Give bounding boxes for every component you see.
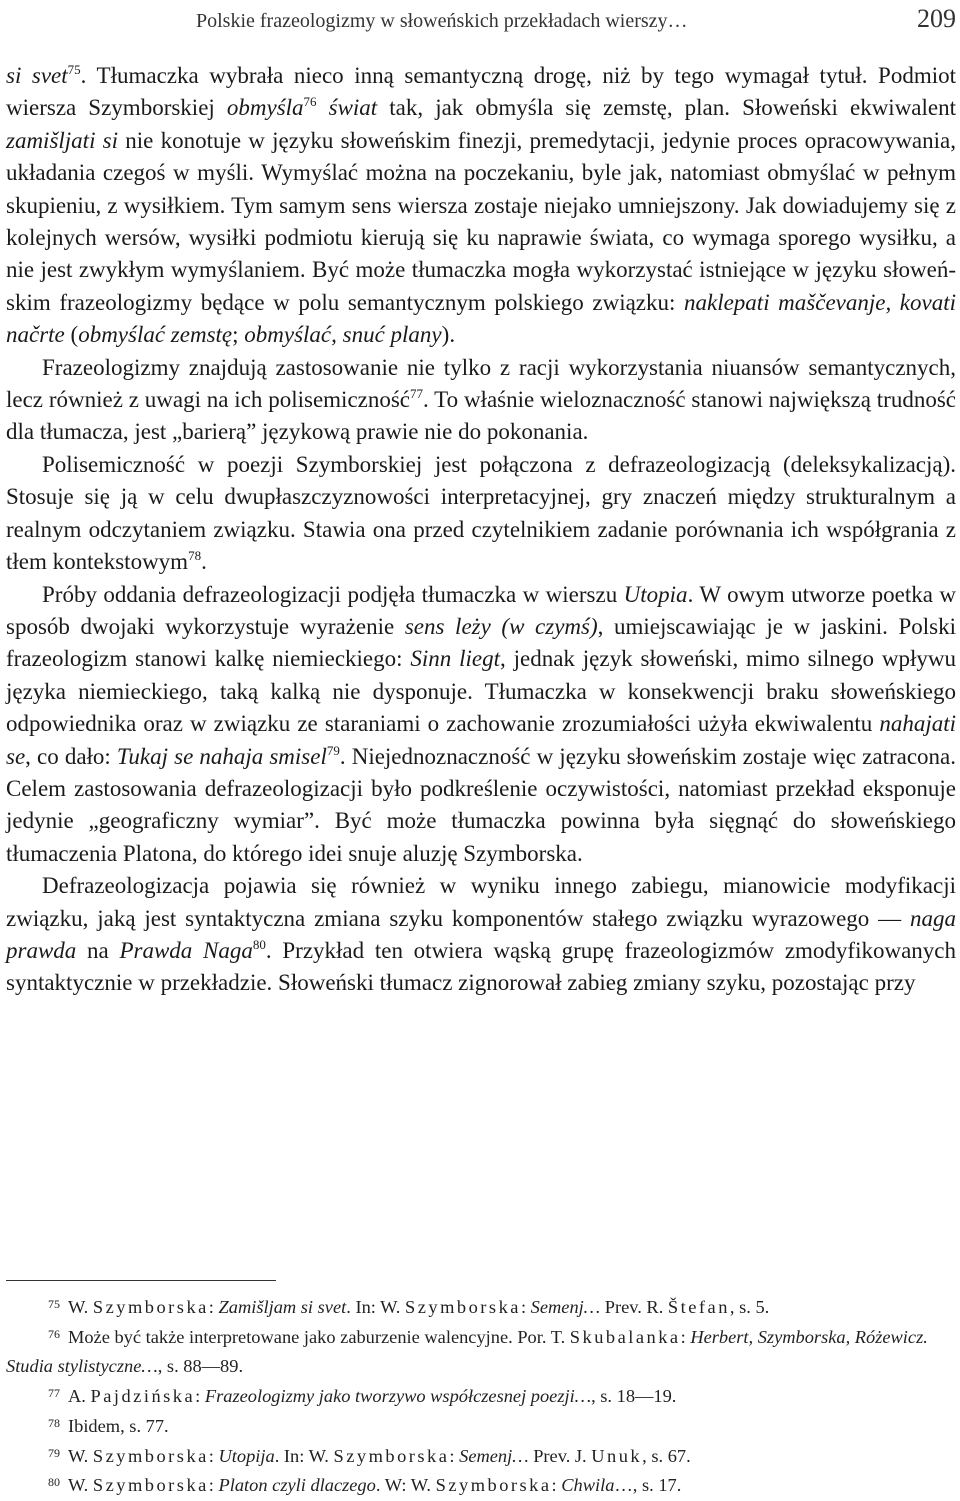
author-name: Szymborska (92, 1475, 209, 1496)
italic-run: sens leży (w czymś) (404, 613, 598, 639)
text-run: , s. 5. (729, 1297, 770, 1317)
italic-run: obmyślać, snuć plany (244, 322, 442, 348)
page-number: 209 (917, 4, 956, 33)
text-run: : (195, 1386, 205, 1407)
italic-run: Semenj… (459, 1445, 529, 1466)
running-header (6, 4, 956, 36)
italic-run: Sinn liegt (410, 646, 501, 672)
footnote-ref: 80 (252, 936, 266, 952)
footnote (6, 1323, 956, 1382)
footnote-number: 78 (48, 1415, 60, 1430)
text-run: Frazeologizmy znajdują zastosowanie nie tylko z racji wykorzystania niuansów semantycznych, lecz również z uwagi na ich polisemiczność (6, 354, 956, 413)
footnote-number: 80 (48, 1475, 60, 1490)
author-name: Szymborska (435, 1475, 552, 1496)
text-run: , s. 88—89. (157, 1356, 244, 1377)
italic-run: Tukaj se nahaja smisel (116, 743, 327, 769)
author-name: Pajdzińska (90, 1386, 196, 1407)
text-run: , umiejscawiając je w jaskini. Polski frazeologizm stanowi kalkę niemieckiego: (6, 613, 956, 672)
footnote (6, 1442, 956, 1472)
italic-run: zamišljati si (6, 127, 119, 153)
text-run: Ibidem, s. 77. (68, 1415, 169, 1436)
text-run: nie konotuje w języku słoweńskim finezji, premedytacji, jedynie proces opracowywania, układania czegoś w myśli. Wymyślać można na poczekaniu, byle jak, natomiast obmyślać w pełnym skupieniu, z wysiłkiem. Tym samym sens wiersza zostaje niejako umniejszony. Jak dowiadujemy się z kolejnych wersów, wysiłki podmiotu kierują się ku naprawie świata, co wymaga sporego wysiłku, a nie jest zwykłym wymyślaniem. Być może tłumaczka mogła wykorzystać istniejące w języku słoweńskim frazeologizmy będące w polu semantycznym polskiego związku: (6, 127, 956, 315)
text-run: : (208, 1445, 219, 1466)
running-title: Polskie frazeologizmy w słoweńskich przekładach wierszy… (196, 10, 688, 32)
author-name: Szymborska (92, 1297, 209, 1317)
paragraph (6, 60, 956, 352)
footnote (6, 1293, 956, 1323)
author-name: Štefan (667, 1297, 730, 1317)
italic-run: Utopia (623, 581, 688, 607)
footnote (6, 1471, 956, 1501)
text-run: , s. 18—19. (591, 1386, 677, 1407)
footnote-number: 77 (48, 1386, 60, 1401)
paragraph (6, 352, 956, 449)
text-run: : (208, 1475, 219, 1496)
italic-run: si svet (6, 63, 68, 88)
italic-run: Frazeologizmy jako tworzywo współczesnej poezji… (204, 1386, 592, 1407)
text-run: na (76, 937, 120, 963)
text-run: Prev. R. (600, 1297, 668, 1317)
text-run: …, s. 17. (614, 1475, 682, 1496)
text-run: ; (232, 322, 245, 348)
text-run: : (449, 1445, 460, 1466)
text-run: W. (68, 1445, 93, 1466)
italic-run: obmyśla (226, 95, 304, 121)
text-run (317, 95, 329, 120)
author-name: Szymborska (92, 1445, 209, 1466)
italic-run: Semenj… (530, 1297, 601, 1317)
body-text (6, 60, 956, 1000)
footnote-separator (6, 1280, 276, 1281)
italic-run: świat (328, 95, 378, 121)
footnote-ref: 76 (303, 94, 317, 110)
text-run: . In: W. (346, 1297, 406, 1317)
footnote-ref: 79 (326, 742, 340, 758)
italic-run: obmyślać zemstę (78, 322, 233, 348)
text-run: Polisemiczność w poezji Szymborskiej jest połączona z defrazeologizacją (deleksykalizacją). Stosuje się ją w celu dwupłaszczyznowości interpretacyjnej, gry znaczeń między strukturalnym a realnym odczytaniem związku. Stawia ona przed czytelnikiem zadanie porównania ich współgrania z tłem kontekstowym (6, 451, 956, 575)
footnote-number: 75 (48, 1297, 60, 1311)
italic-run: Herbert, Szymborska, Różewicz. Studia stylistyczne… (6, 1326, 928, 1377)
footnote (6, 1382, 956, 1412)
footnote-ref: 75 (67, 62, 81, 77)
text-run: . In: W. (274, 1445, 334, 1466)
text-run: . Przykład ten otwiera wąską grupę frazeologizmów zmodyfikowanych syntaktycznie w przekładzie. Słoweński tłumacz zignorował zabieg zmiany szyku, pozostając przy (6, 937, 957, 996)
paragraph (6, 449, 956, 579)
text-run: , co dało: (25, 743, 117, 769)
italic-run: nahajati se (6, 711, 956, 769)
author-name: Szymborska (333, 1445, 450, 1466)
text-run: . (201, 549, 207, 575)
text-run: A. (68, 1386, 91, 1407)
text-run: W. (68, 1475, 93, 1496)
text-run: : (551, 1475, 562, 1496)
italic-run: Utopija (218, 1445, 275, 1466)
text-run: ). (441, 322, 456, 348)
footnotes (6, 1293, 956, 1501)
text-run: . Niejednoznaczność w języku słoweńskim zostaje więc zatracona. Celem zastosowania defrazeologizacji było podkreślenie oczywistości, natomiast przekład eksponuje jedynie „geograficzny wymiar”. Być może tłumaczka powinna była sięgnąć do słoweńskiego tłumaczenia Platona, do którego idei snuje aluzję Szymborska. (6, 743, 956, 866)
text-run: : (520, 1297, 531, 1317)
footnote (6, 1412, 956, 1442)
italic-run: naga prawda (6, 905, 956, 963)
text-run: Może być także interpretowane jako zaburzenie walencyjne. Por. T. (68, 1326, 570, 1347)
footnote-ref: 77 (410, 386, 424, 402)
paragraph (6, 579, 956, 871)
text-run: . To właśnie wieloznaczność stanowi największą trudność dla tłumacza, jest „barierą” językową prawie nie do pokonania. (6, 387, 956, 445)
italic-run: Zamišljam si svet (218, 1297, 347, 1317)
text-run: W. (68, 1297, 93, 1317)
text-run: tak, jak obmyśla się zemstę, plan. Słoweński ekwiwalent (377, 95, 957, 121)
author-name: Szymborska (405, 1297, 521, 1317)
text-run: . Tłumaczka wybrała nieco inną semantyczną drogę, niż by tego wymagał tytuł. Podmiot wiersza Szymborskiej (6, 63, 956, 121)
text-run: , s. 67. (642, 1445, 691, 1466)
author-name: Unuk (591, 1445, 643, 1466)
text-run: Defrazeologizacja pojawia się również w wyniku innego zabiegu, mianowicie modyfikacji związku, jaką jest syntaktyczna zmiana szyku komponentów stałego związku wyrazowego — (6, 873, 956, 931)
text-run: : (680, 1326, 691, 1347)
text-run: Próby oddania defrazeologizacji podjęła tłumaczka w wierszu (42, 581, 624, 607)
italic-run: Chwila (561, 1475, 615, 1496)
author-name: Skubalanka (569, 1326, 681, 1347)
footnote-number: 76 (48, 1326, 60, 1341)
italic-run: Prawda Naga (119, 937, 253, 963)
text-run: . W: W. (375, 1475, 436, 1496)
italic-run: Platon czyli dlaczego (218, 1475, 376, 1496)
book-page (6, 0, 956, 1496)
text-run: , jednak język słoweński, mimo silnego wpływu języka niemieckiego, taką kalką nie dysponuje. Tłumaczka w konsekwencji braku słoweńskiego odpowiednika oraz w związku ze staraniami o zachowanie zrozumiałości użyła ekwiwalentu (6, 646, 956, 737)
paragraph (6, 870, 956, 1000)
text-run: : (208, 1297, 219, 1317)
text-run: ( (64, 322, 79, 348)
text-run: . W owym utworze poetka w sposób dwojaki wykorzystuje wyrażenie (6, 581, 956, 639)
text-run: Prev. J. (528, 1445, 592, 1466)
footnote-number: 79 (48, 1445, 60, 1460)
footnote-ref: 78 (188, 548, 202, 564)
italic-run: naklepati maščevanje, kovati načrte (6, 289, 956, 348)
